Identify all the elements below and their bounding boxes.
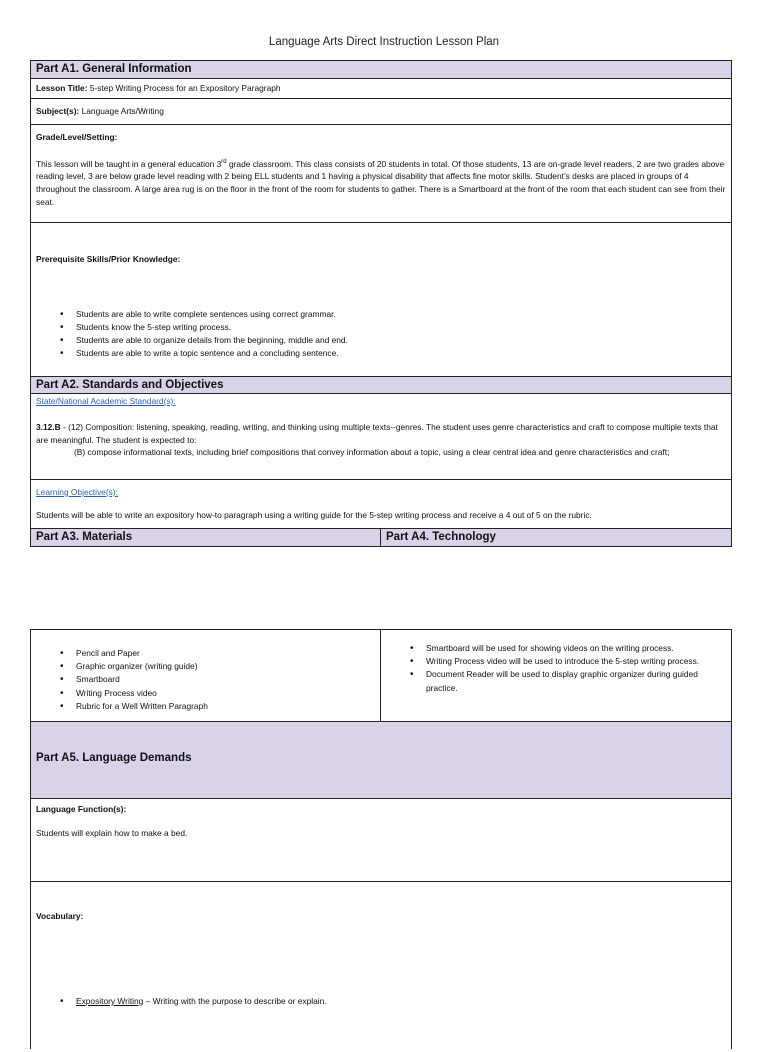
part-a3-a4-header-row [31,529,731,546]
vocabulary-label: Vocabulary: [36,911,84,921]
materials-technology-row [31,630,731,722]
grade-setting-label: Grade/Level/Setting: [36,132,118,142]
standards-row [31,394,731,480]
list-item: • Document Reader will be used to display graphic organizer during guided practice. [426,668,713,694]
language-function-row [31,799,731,882]
list-item: • Graphic organizer (writing guide) [76,660,375,673]
prerequisite-label: Prerequisite Skills/Prior Knowledge: [36,254,181,264]
technology-cell [381,630,731,721]
lesson-plan-table-top [30,60,732,547]
part-a1-header: Part A1. General Information [31,61,731,79]
part-a5-header: Part A5. Language Demands [31,722,731,799]
list-item: • Students are able to write complete sentences using correct grammar. [76,308,726,321]
list-item: • Writing Process video will be used to introduce the 5-step writing process. [426,655,713,668]
prerequisite-list [36,308,726,361]
part-a2-header: Part A2. Standards and Objectives [31,377,731,394]
subject-value: Language Arts/Writing [81,106,164,116]
list-item: • Students are able to organize details from the beginning, middle and end. [76,334,726,347]
standards-label[interactable]: State/National Academic Standard(s): [36,396,176,406]
objective-label[interactable]: Learning Objective(s): [36,487,118,497]
standard-text: 3.12.B - (12) Composition: listening, speaking, reading, writing, and thinking using multiple texts--genres. The student uses genre characteristics and craft to compose multiple texts that are meaningful. The student is expected to: [36,421,718,445]
lesson-title-row [31,79,731,99]
lesson-plan-table-bottom [30,629,732,1049]
lesson-title-label: Lesson Title: [36,83,88,93]
list-item: • Students are able to write a topic sentence and a concluding sentence. [76,347,726,360]
standard-sub-text: (B) compose informational texts, including brief compositions that convey information about a topic, using a clear central idea and genre characteristics and craft; [74,447,670,458]
list-item: • Smartboard will be used for showing videos on the writing process. [426,642,713,655]
objective-text: Students will be able to write an expository how-to paragraph using a writing guide for the 5-step writing process and receive a 4 out of 5 on the rubric. [36,509,592,520]
list-item: • Students know the 5-step writing process. [76,321,726,334]
vocabulary-row [31,882,731,1052]
materials-cell [31,630,381,721]
language-function-text: Students will explain how to make a bed. [36,827,188,838]
vocab-term: Expository Writing [76,995,144,1006]
prerequisite-row [31,223,731,377]
list-item [76,995,726,1008]
standard-code: 3.12.B [36,421,61,432]
list-item: • Writing Process video [76,687,375,700]
materials-list [36,647,375,713]
subject-row [31,99,731,125]
list-item: • Smartboard [76,673,375,686]
vocabulary-list [36,995,726,1008]
document-title: Language Arts Direct Instruction Lesson Plan [268,36,500,48]
list-item: • Rubric for a Well Written Paragraph [76,700,375,713]
lesson-title-value: 5-step Writing Process for an Expository Paragraph [89,83,281,93]
list-item: • Pencil and Paper [76,647,375,660]
vocab-definition: – Writing with the purpose to describe or explain. [143,995,327,1006]
grade-setting-row [31,125,731,223]
technology-list [386,642,713,695]
subject-label: Subject(s): [36,106,80,116]
language-function-label: Language Function(s): [36,804,127,814]
objective-row [31,480,731,529]
part-a3-header: Part A3. Materials [31,529,381,546]
part-a4-header: Part A4. Technology [381,529,731,546]
grade-setting-text: This lesson will be taught in a general education 3rd grade classroom. This class consists of 20 students in total. Of those students, 13 are on-grade level readers, 2 are two grades above reading level, 3 are below grade level reading with 2 being ELL students and 1 having a physical disability that affects fine motor skills. Student’s desks are placed in groups of 4 throughout the classroom. A large area rug is on the floor in the front of the room for students to gather. There is a Smartboard at the front of the room that each student can see from their seat. [36,158,726,207]
